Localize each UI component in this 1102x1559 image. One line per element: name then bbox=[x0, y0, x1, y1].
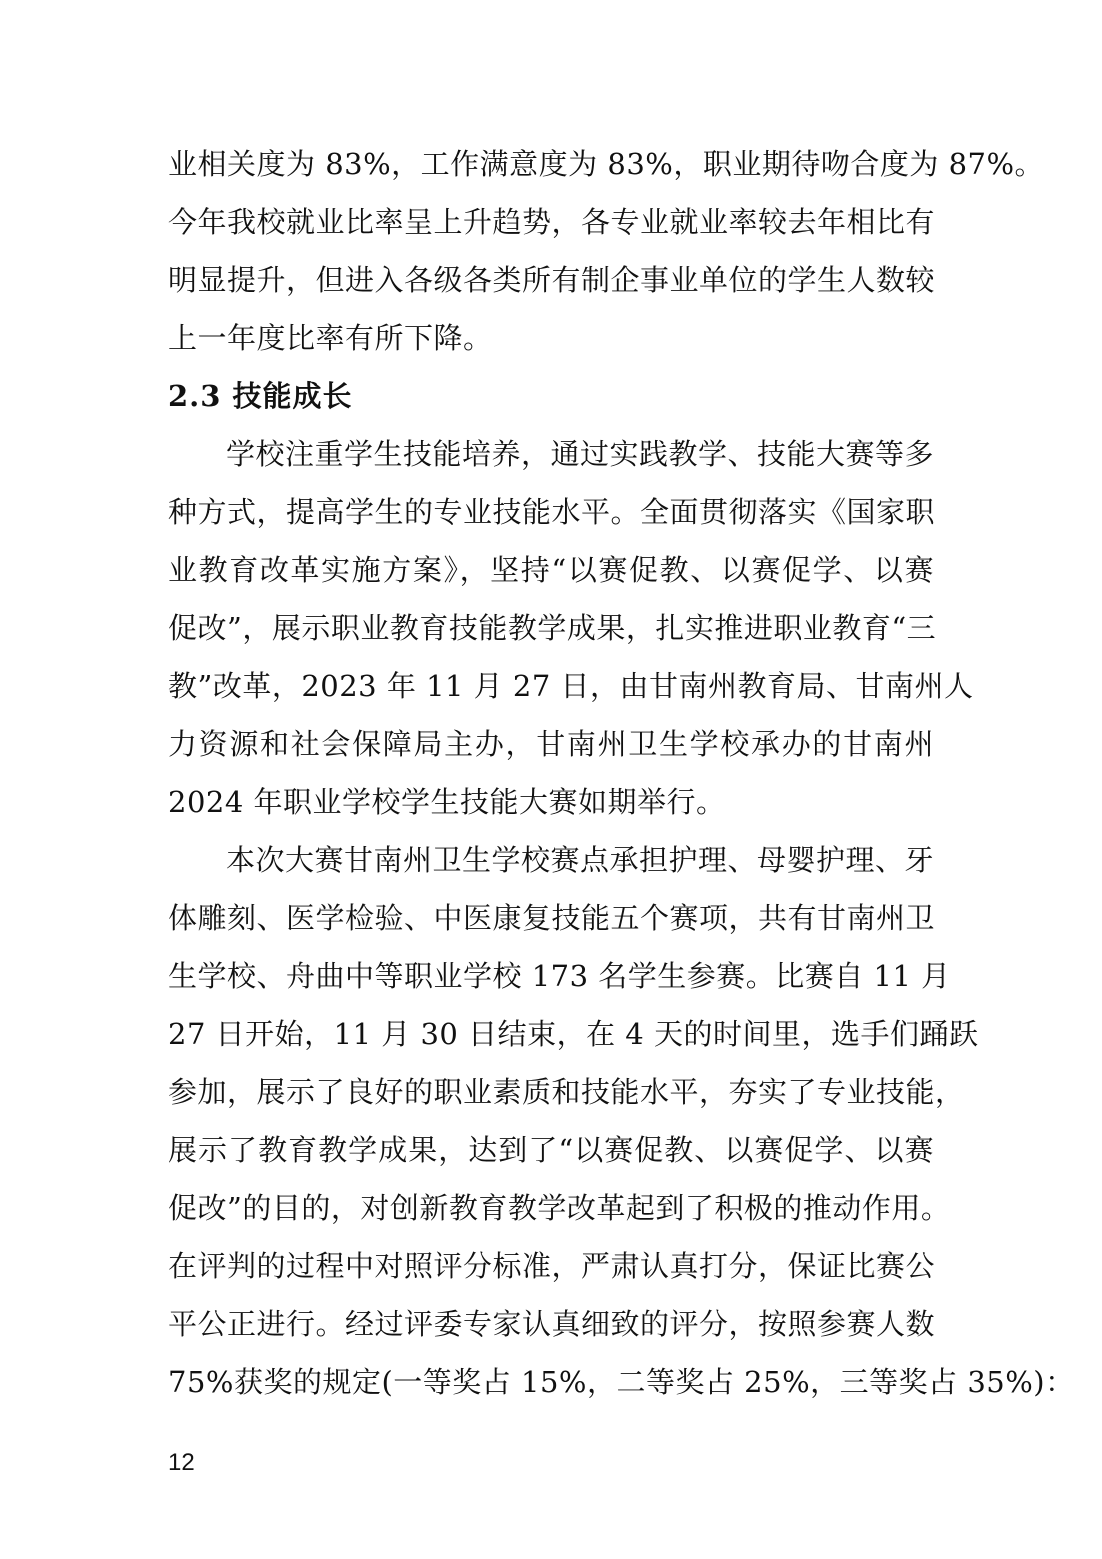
body-text-line: 今年我校就业比率呈上升趋势，各专业就业率较去年相比有 bbox=[168, 205, 936, 239]
body-text-line: 力资源和社会保障局主办，甘南州卫生学校承办的甘南州 bbox=[168, 727, 934, 761]
body-text-line: 生学校、舟曲中等职业学校 173 名学生参赛。比赛自 11 月 bbox=[168, 959, 951, 993]
body-text-line: 本次大赛甘南州卫生学校赛点承担护理、母婴护理、牙 bbox=[226, 843, 935, 877]
body-text-line: 上一年度比率有所下降。 bbox=[168, 321, 493, 355]
body-text-line: 27 日开始，11 月 30 日结束，在 4 天的时间里，选手们踊跃 bbox=[168, 1017, 979, 1051]
body-text-line: 75%获奖的规定(一等奖占 15%，二等奖占 25%，三等奖占 35%)： bbox=[168, 1365, 1075, 1399]
body-text-line: 促改”，展示职业教育技能教学成果，扎实推进职业教育“三 bbox=[168, 611, 937, 645]
body-text-line: 学校注重学生技能培养，通过实践教学、技能大赛等多 bbox=[226, 437, 935, 471]
body-text-line: 种方式，提高学生的专业技能水平。全面贯彻落实《国家职 bbox=[168, 495, 936, 529]
body-text-line: 2024 年职业学校学生技能大赛如期举行。 bbox=[168, 785, 726, 819]
body-text-line: 在评判的过程中对照评分标准，严肃认真打分，保证比赛公 bbox=[168, 1249, 936, 1283]
section-heading: 2.3 技能成长 bbox=[168, 379, 353, 413]
body-text-line: 展示了教育教学成果，达到了“以赛促教、以赛促学、以赛 bbox=[168, 1133, 934, 1167]
body-text-line: 体雕刻、医学检验、中医康复技能五个赛项，共有甘南州卫 bbox=[168, 901, 936, 935]
body-text-line: 参加，展示了良好的职业素质和技能水平，夯实了专业技能， bbox=[168, 1075, 965, 1109]
body-text-line: 促改”的目的，对创新教育教学改革起到了积极的推动作用。 bbox=[168, 1191, 951, 1225]
body-text-line: 业相关度为 83%，工作满意度为 83%，职业期待吻合度为 87%。 bbox=[168, 147, 1045, 181]
page-number: 12 bbox=[168, 1449, 195, 1476]
body-text-line: 平公正进行。经过评委专家认真细致的评分，按照参赛人数 bbox=[168, 1307, 936, 1341]
body-text-line: 教”改革，2023 年 11 月 27 日，由甘南州教育局、甘南州人 bbox=[168, 669, 974, 703]
body-text-line: 业教育改革实施方案》，坚持“以赛促教、以赛促学、以赛 bbox=[168, 553, 934, 587]
body-text-line: 明显提升，但进入各级各类所有制企事业单位的学生人数较 bbox=[168, 263, 936, 297]
